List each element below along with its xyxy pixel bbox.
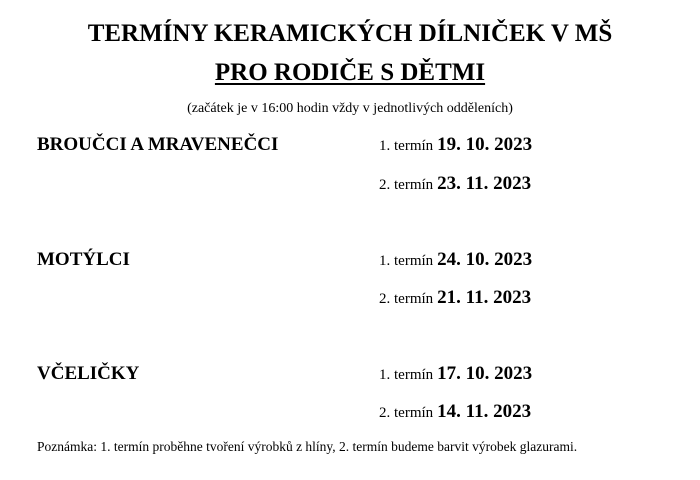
term-row <box>379 285 531 312</box>
page-title: TERMÍNY KERAMICKÝCH DÍLNIČEK V MŠ <box>87 20 613 47</box>
term-row <box>379 247 532 274</box>
footnote: Poznámka: 1. termín proběhne tvoření výrobků z hlíny, 2. termín budeme barvit výrobek glazurami. <box>37 439 578 454</box>
term-date: 17. 10. 2023 <box>437 363 533 384</box>
group-name-motylci: MOTÝLCI <box>37 249 130 270</box>
term-date: 23. 11. 2023 <box>437 173 532 194</box>
term-date: 14. 11. 2023 <box>437 401 532 422</box>
page-subtitle-heading-text: PRO RODIČE S DĚTMI <box>214 59 486 86</box>
group-name-vcelicky: VČELIČKY <box>37 363 140 384</box>
term-label: 2. termín <box>379 291 434 307</box>
term-row <box>379 399 531 426</box>
group-name-broucci: BROUČCI A MRAVENEČCI <box>37 134 279 155</box>
term-row <box>379 361 532 388</box>
start-time-note: (začátek je v 16:00 hodin vždy v jednotlivých odděleních) <box>187 101 513 116</box>
term-label: 1. termín <box>379 367 434 383</box>
term-label: 1. termín <box>379 138 434 154</box>
term-row <box>379 171 531 198</box>
term-label: 1. termín <box>379 253 434 269</box>
term-label: 2. termín <box>379 405 434 421</box>
term-date: 24. 10. 2023 <box>437 249 533 270</box>
term-date: 21. 11. 2023 <box>437 287 532 308</box>
page-subtitle-heading <box>0 58 700 88</box>
term-label: 2. termín <box>379 177 434 193</box>
term-date: 19. 10. 2023 <box>437 134 533 155</box>
term-row <box>379 132 532 159</box>
